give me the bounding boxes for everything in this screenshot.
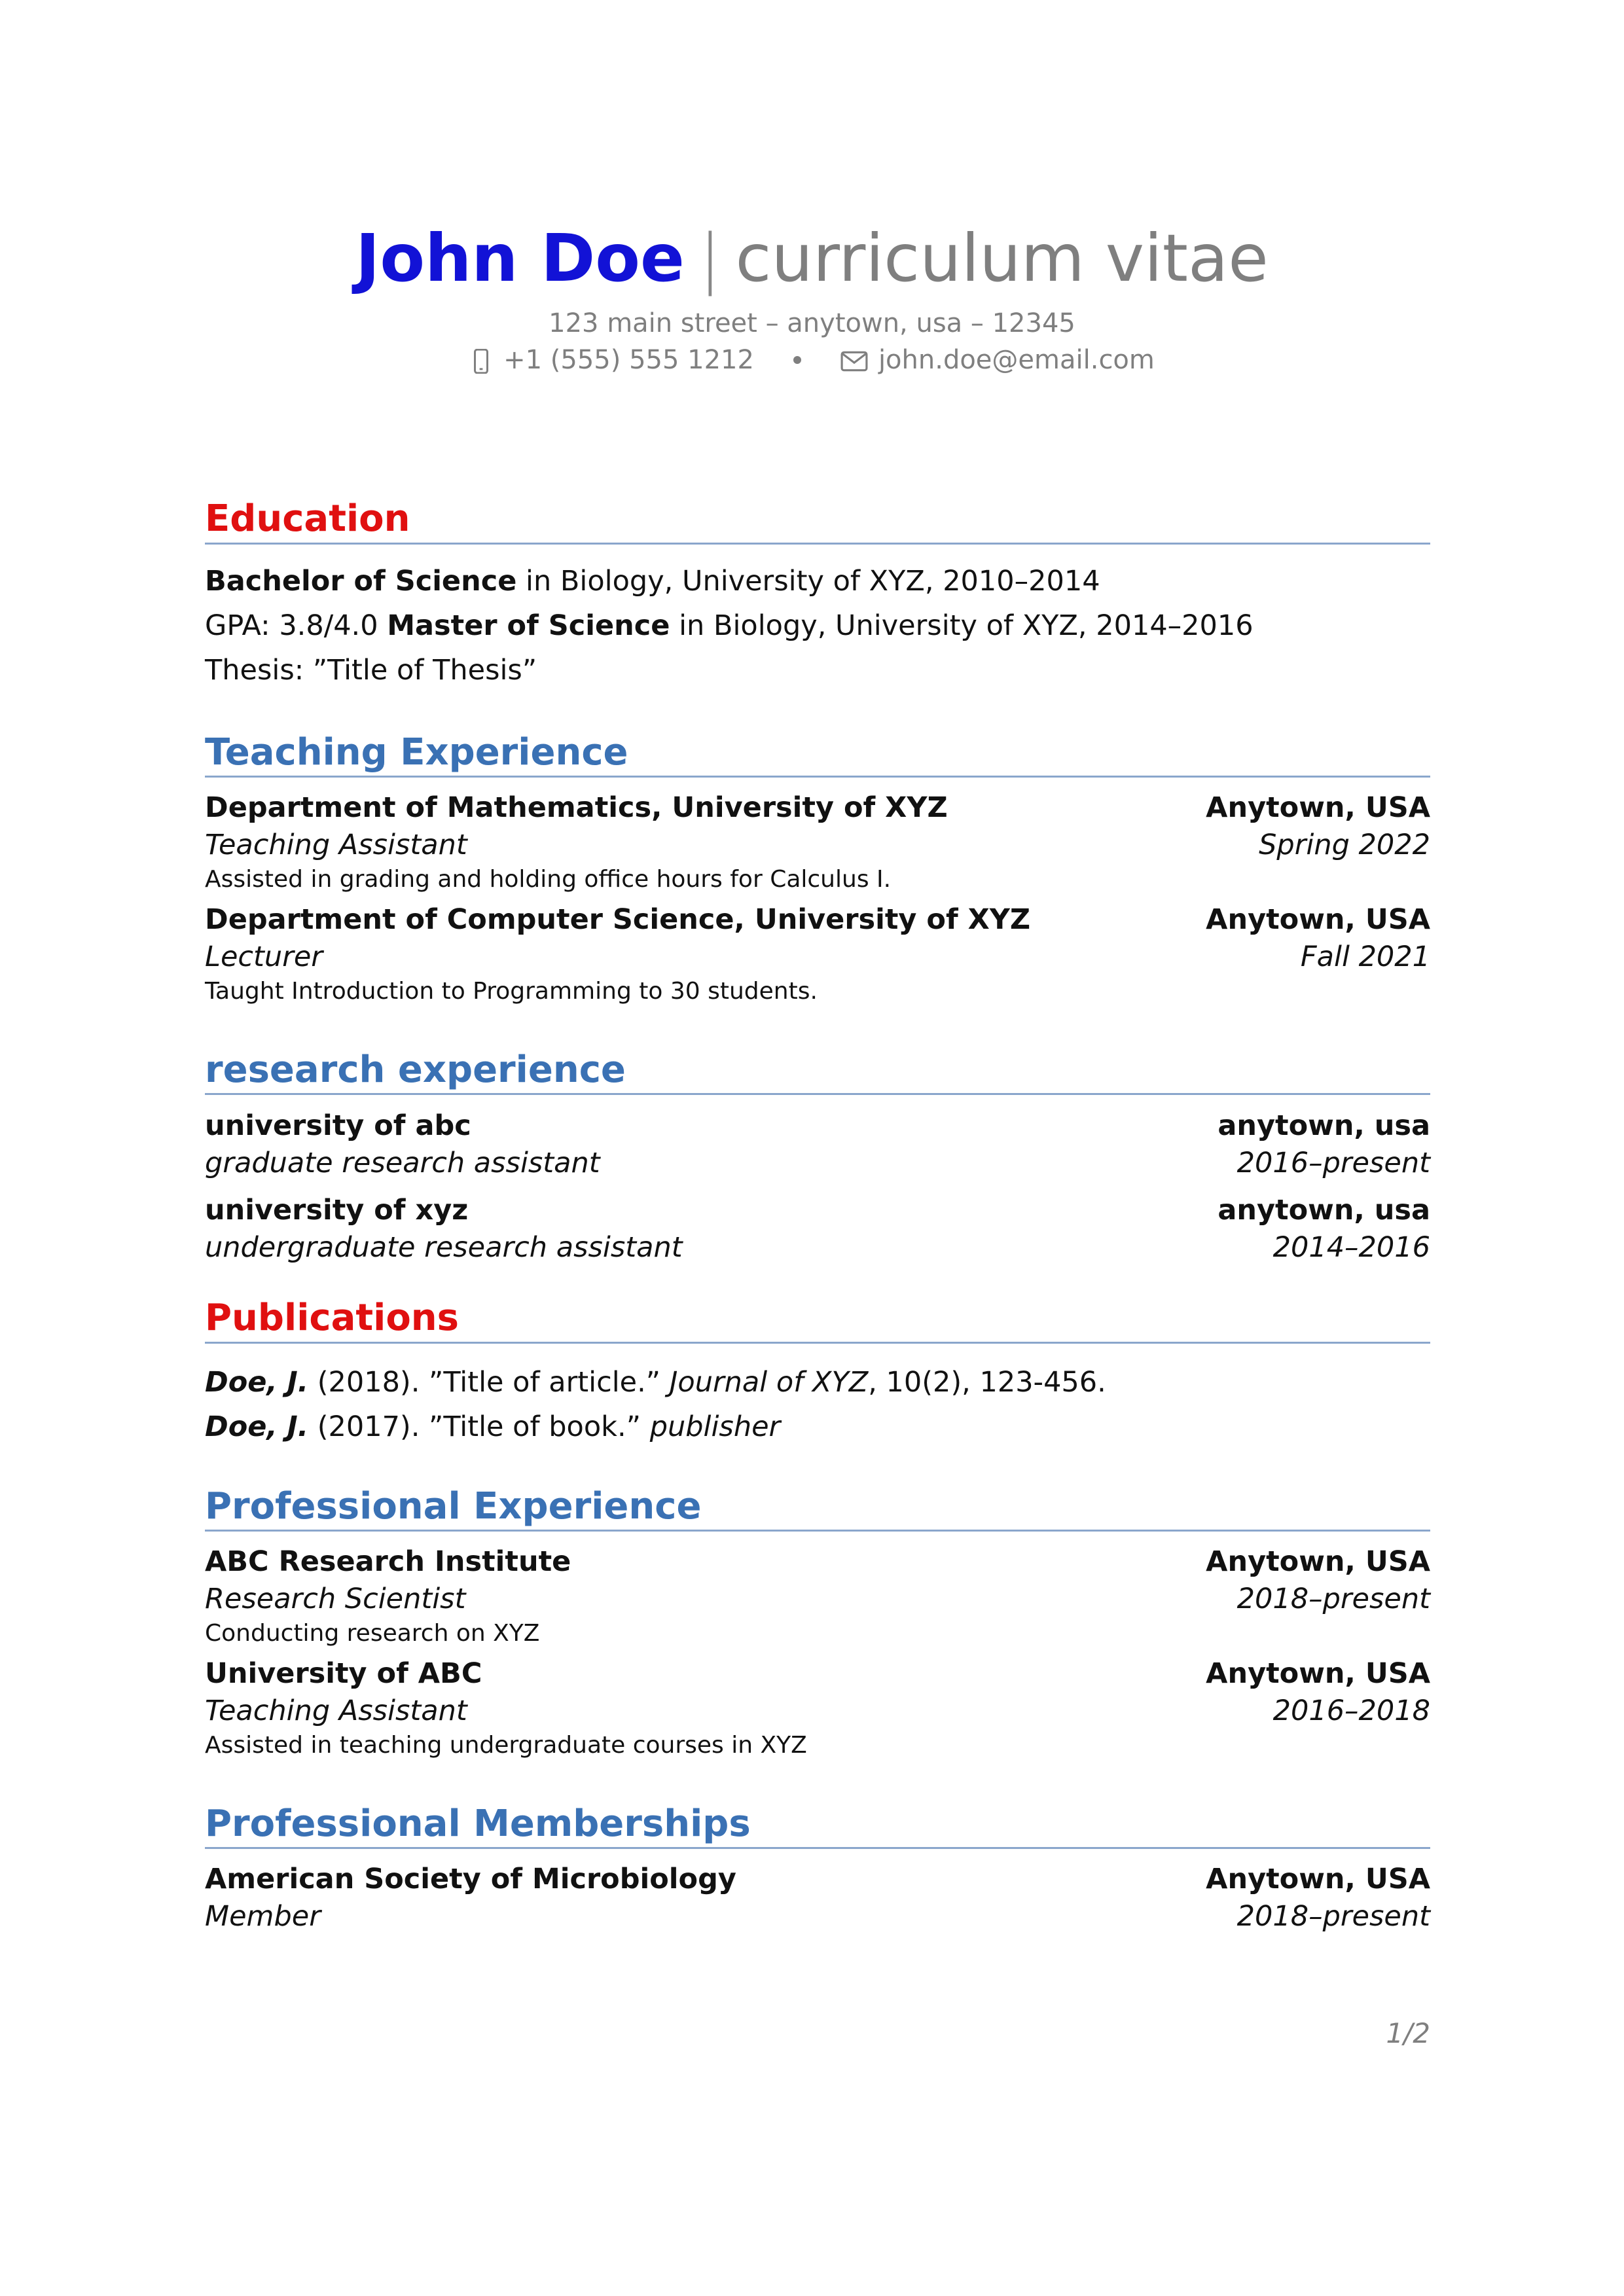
email-address[interactable]: john.doe@email.com	[878, 345, 1155, 375]
teaching-entry-2-header	[205, 901, 1430, 938]
section-rule	[205, 1342, 1430, 1344]
entry-description: Assisted in teaching undergraduate courses in XYZ	[205, 1732, 807, 1759]
entry-location: anytown, usa	[1218, 1194, 1430, 1227]
research-entry-2-header	[205, 1192, 1430, 1229]
entry-location: Anytown, USA	[1206, 1545, 1430, 1578]
entry-date: 2016–present	[1236, 1147, 1430, 1179]
publication-author: Doe, J.	[205, 1366, 309, 1399]
entry-location: Anytown, USA	[1206, 1863, 1430, 1895]
gpa: GPA: 3.8/4.0	[205, 609, 388, 642]
entry-date: 2014–2016	[1272, 1231, 1430, 1264]
publication-venue: Journal of XYZ	[669, 1366, 869, 1399]
cv-subtitle: curriculum vitae	[735, 220, 1269, 296]
degree-name: Bachelor of Science	[205, 565, 517, 598]
phone-number[interactable]: +1 (555) 555 1212	[503, 345, 754, 375]
entry-org: ABC Research Institute	[205, 1545, 571, 1578]
research-entry-1-header	[205, 1107, 1430, 1144]
section-rule	[205, 543, 1430, 545]
entry-location: anytown, usa	[1218, 1109, 1430, 1142]
publication-item	[205, 1364, 1106, 1401]
teaching-entry-1-header	[205, 789, 1430, 826]
entry-role: undergraduate research assistant	[205, 1231, 683, 1264]
entry-location: Anytown, USA	[1206, 791, 1430, 824]
entry-description: Taught Introduction to Programming to 30 students.	[205, 978, 818, 1005]
education-line-2	[205, 607, 1254, 644]
envelope-icon	[840, 342, 868, 378]
section-rule	[205, 776, 1430, 778]
professional-entry-1-desc	[205, 1618, 1430, 1649]
name-line	[0, 216, 1624, 301]
entry-description: Conducting research on XYZ	[205, 1620, 540, 1647]
professional-entry-2-header	[205, 1655, 1430, 1692]
section-title-teaching: Teaching Experience	[205, 731, 628, 774]
person-name: John Doe	[355, 220, 685, 296]
section-title-professional: Professional Experience	[205, 1485, 702, 1528]
membership-entry-header	[205, 1861, 1430, 1897]
teaching-entry-2-role	[205, 939, 1430, 975]
entry-role: Teaching Assistant	[205, 1695, 467, 1727]
entry-role: Member	[205, 1900, 321, 1933]
professional-entry-1-role	[205, 1581, 1430, 1617]
section-title-memberships: Professional Memberships	[205, 1803, 751, 1845]
section-title-publications: Publications	[205, 1297, 460, 1339]
title-separator: |	[698, 220, 721, 296]
publication-details: , 10(2), 123-456.	[868, 1366, 1106, 1399]
degree-details: in Biology, University of XYZ, 2010–2014	[516, 565, 1100, 598]
professional-entry-2-role	[205, 1693, 1430, 1729]
professional-entry-2-desc	[205, 1730, 1430, 1761]
entry-date: 2018–present	[1236, 1900, 1430, 1933]
teaching-entry-2-desc	[205, 976, 1430, 1007]
research-entry-2-role	[205, 1229, 1430, 1266]
entry-role: Research Scientist	[205, 1583, 466, 1615]
entry-date: 2018–present	[1236, 1583, 1430, 1615]
entry-description: Assisted in grading and holding office hours for Calculus I.	[205, 866, 892, 893]
section-title-education: Education	[205, 497, 410, 540]
entry-date: Spring 2022	[1259, 829, 1430, 861]
degree-details: in Biology, University of XYZ, 2014–2016	[670, 609, 1254, 642]
professional-entry-1-header	[205, 1543, 1430, 1580]
entry-role: Lecturer	[205, 941, 323, 973]
education-thesis: Thesis: ”Title of Thesis”	[205, 654, 537, 687]
entry-location: Anytown, USA	[1206, 903, 1430, 936]
teaching-entry-1-role	[205, 827, 1430, 863]
entry-org: university of abc	[205, 1109, 471, 1142]
publication-venue: publisher	[649, 1410, 781, 1443]
entry-date: Fall 2021	[1300, 941, 1430, 973]
contact-bullet	[793, 356, 801, 364]
entry-org: Department of Mathematics, University of XYZ	[205, 791, 948, 824]
page-number: 1/2	[1386, 2017, 1430, 2049]
entry-role: Teaching Assistant	[205, 829, 467, 861]
publication-item	[205, 1408, 780, 1445]
degree-name: Master of Science	[387, 609, 670, 642]
publication-author: Doe, J.	[205, 1410, 309, 1443]
contact-line	[0, 342, 1624, 378]
entry-org: university of xyz	[205, 1194, 469, 1227]
section-title-research: research experience	[205, 1049, 626, 1091]
research-entry-1-role	[205, 1145, 1430, 1181]
teaching-entry-1-desc	[205, 864, 1430, 895]
entry-org: University of ABC	[205, 1657, 482, 1690]
entry-org: American Society of Microbiology	[205, 1863, 736, 1895]
membership-entry-role	[205, 1898, 1430, 1935]
section-rule	[205, 1847, 1430, 1849]
cv-header	[0, 216, 1624, 378]
section-rule	[205, 1530, 1430, 1532]
address: 123 main street – anytown, usa – 12345	[549, 308, 1075, 338]
entry-location: Anytown, USA	[1206, 1657, 1430, 1690]
mobile-phone-icon	[469, 342, 493, 378]
publication-title: (2017). ”Title of book.”	[308, 1410, 650, 1443]
education-line-1	[205, 563, 1100, 600]
entry-org: Department of Computer Science, University of XYZ	[205, 903, 1031, 936]
entry-date: 2016–2018	[1272, 1695, 1430, 1727]
section-rule	[205, 1093, 1430, 1095]
publication-title: (2018). ”Title of article.”	[308, 1366, 670, 1399]
entry-role: graduate research assistant	[205, 1147, 600, 1179]
